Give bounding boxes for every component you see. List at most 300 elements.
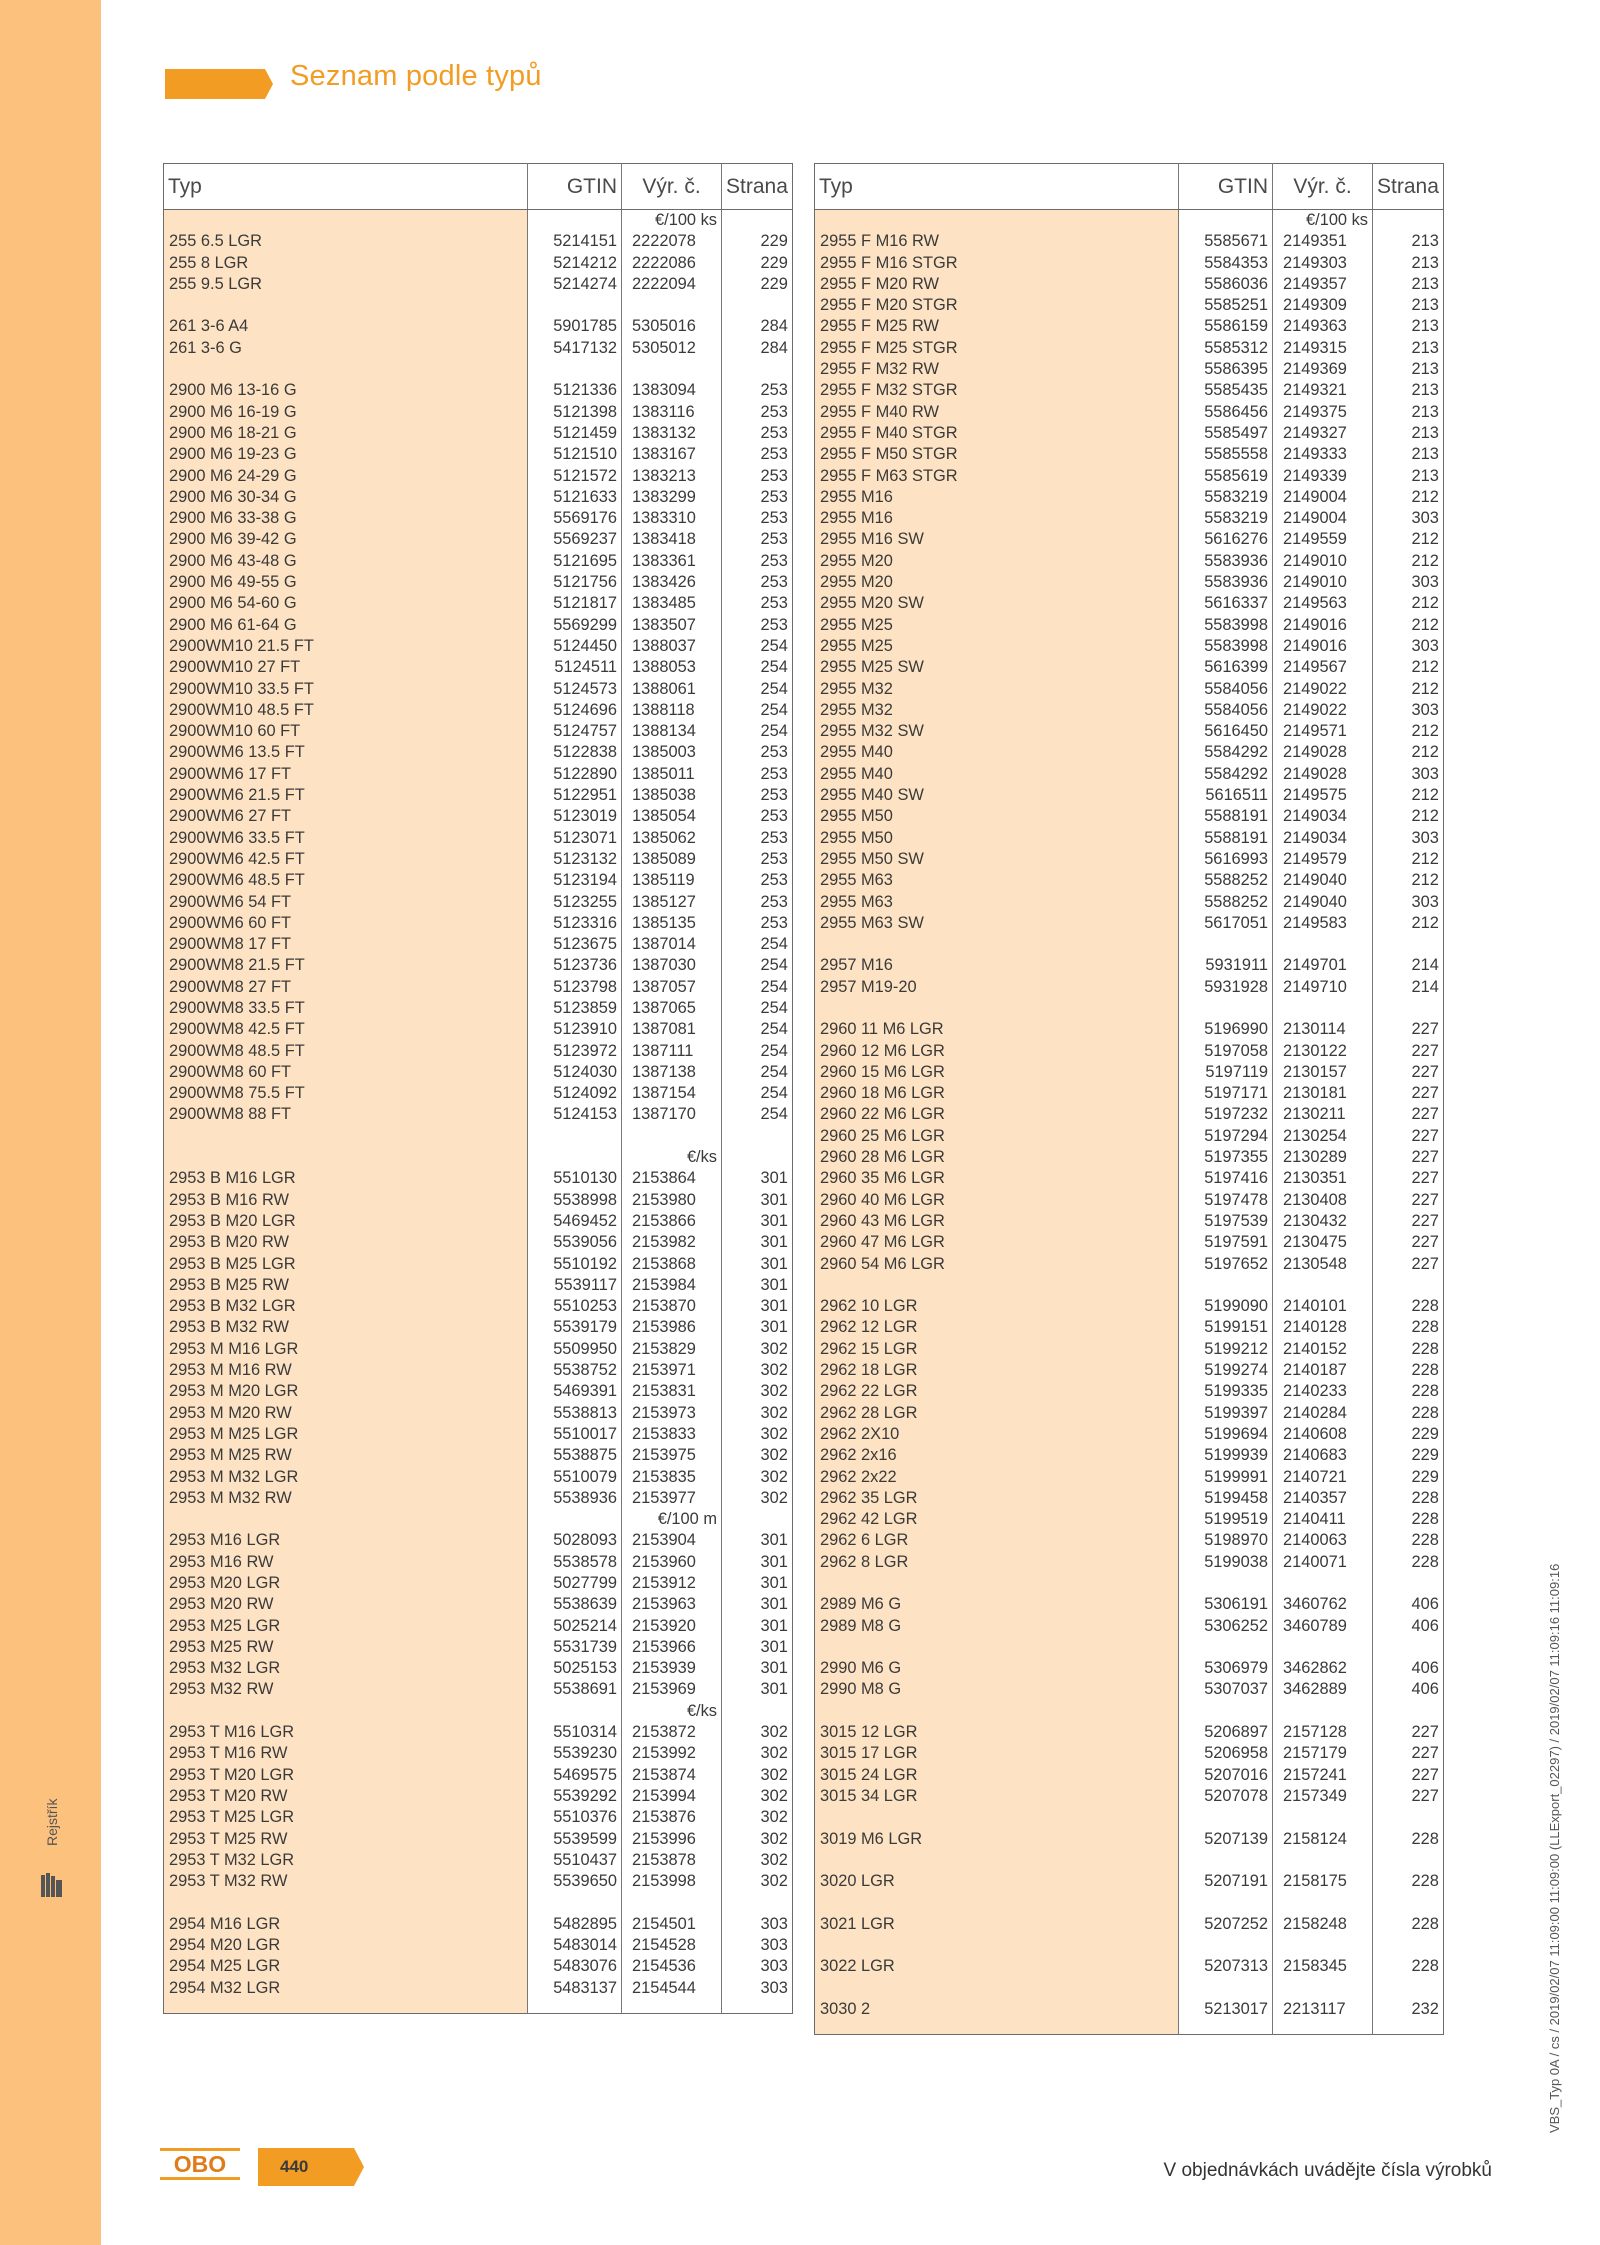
table-row [164,1573,793,1594]
page-cell: 229 [722,274,793,295]
table-row [164,1041,793,1062]
spacer-row [164,359,793,380]
article-cell: 2140284 [1273,1403,1373,1424]
gtin-cell: 5584292 [1179,742,1273,763]
gtin-cell: 5538639 [528,1594,622,1615]
article-cell: 1388134 [622,721,722,742]
table-row [815,295,1444,316]
article-cell: 2153986 [622,1317,722,1338]
table-row [164,721,793,742]
spacer-row [815,1637,1444,1658]
table-row [164,700,793,721]
table-row [164,892,793,913]
page-cell: 232 [1373,1999,1444,2020]
article-cell: 2149571 [1273,721,1373,742]
page-cell: 227 [1373,1232,1444,1253]
page-cell [1373,1850,1444,1871]
type-cell: 2989 M8 G [815,1616,1179,1637]
page-cell: 227 [1373,1190,1444,1211]
table-row [164,742,793,763]
table-row [164,466,793,487]
article-cell: 2149579 [1273,849,1373,870]
page-cell: 302 [722,1765,793,1786]
page-cell: 253 [722,615,793,636]
spacer-row [815,1573,1444,1594]
type-cell: 2955 M16 SW [815,529,1179,550]
type-cell [164,1509,528,1530]
table-row [815,338,1444,359]
gtin-cell: 5306252 [1179,1616,1273,1637]
vertical-meta: VBS_Typ 0A / cs / 2019/02/07 11:09:00 11:09:00 (LLExport_02297) / 2019/02/07 11:09:16 11:09:16 [1547,1563,1562,2133]
article-cell: 2149040 [1273,892,1373,913]
table-row [815,1829,1444,1850]
gtin-cell: 5197478 [1179,1190,1273,1211]
type-cell: 2900 M6 61-64 G [164,615,528,636]
col-header-typ: Typ [815,164,1179,210]
article-cell: 2149583 [1273,913,1373,934]
table-row [815,1956,1444,1977]
gtin-cell: 5123019 [528,806,622,827]
gtin-cell: 5483014 [528,1935,622,1956]
article-cell: 2157128 [1273,1722,1373,1743]
table-row [164,806,793,827]
article-cell: 1383418 [622,529,722,550]
page-cell: 228 [1373,1360,1444,1381]
table-row [815,1381,1444,1402]
type-cell: 2953 T M16 RW [164,1743,528,1764]
article-cell: 2153835 [622,1467,722,1488]
gtin-cell: 5584056 [1179,700,1273,721]
page-cell [1373,998,1444,1019]
article-cell: 2149321 [1273,380,1373,401]
page-cell: 302 [722,1488,793,1509]
type-cell: 2955 M16 [815,508,1179,529]
type-cell: 2960 43 M6 LGR [815,1211,1179,1232]
spacer-row [164,1892,793,1913]
gtin-cell: 5510192 [528,1254,622,1275]
article-cell: 2130475 [1273,1232,1373,1253]
page-cell: 301 [722,1190,793,1211]
page-cell: 213 [1373,380,1444,401]
type-cell [164,1147,528,1168]
page-cell: 254 [722,1019,793,1040]
col-header-gtin: GTIN [528,164,622,210]
gtin-cell: 5510079 [528,1467,622,1488]
article-cell: 2140683 [1273,1445,1373,1466]
page-cell: 301 [722,1616,793,1637]
page-cell [722,295,793,316]
page-cell: 212 [1373,721,1444,742]
table-row [164,1062,793,1083]
table-row [164,785,793,806]
gtin-cell: 5583219 [1179,508,1273,529]
page-cell: 301 [722,1637,793,1658]
table-row [815,1126,1444,1147]
page-cell: 228 [1373,1914,1444,1935]
page-cell: 301 [722,1573,793,1594]
table-row [164,1445,793,1466]
page-cell: 302 [722,1786,793,1807]
article-cell: 2153973 [622,1403,722,1424]
gtin-cell: 5539179 [528,1317,622,1338]
type-cell: 2955 F M20 STGR [815,295,1179,316]
page-cell: 253 [722,529,793,550]
article-cell: 2130122 [1273,1041,1373,1062]
table-row [164,316,793,337]
page-cell: 227 [1373,1062,1444,1083]
type-cell: 2955 F M63 STGR [815,466,1179,487]
article-cell: 2149016 [1273,615,1373,636]
type-cell: 2900WM6 42.5 FT [164,849,528,870]
type-cell [815,1573,1179,1594]
gtin-cell: 5584056 [1179,679,1273,700]
table-row [815,1083,1444,1104]
article-cell: 2149363 [1273,316,1373,337]
table-row [815,679,1444,700]
table-row [164,572,793,593]
page-cell: 254 [722,636,793,657]
gtin-cell: 5538936 [528,1488,622,1509]
type-cell: 2953 M25 RW [164,1637,528,1658]
table-row [815,742,1444,763]
article-cell: 2153998 [622,1871,722,1892]
type-cell: 2900WM6 27 FT [164,806,528,827]
type-cell: 2953 M M25 LGR [164,1424,528,1445]
gtin-cell [1179,934,1273,955]
page-cell: 406 [1373,1658,1444,1679]
type-cell: 2900WM8 75.5 FT [164,1083,528,1104]
type-cell: 3019 M6 LGR [815,1829,1179,1850]
page-cell: 228 [1373,1296,1444,1317]
gtin-cell: 5213017 [1179,1999,1273,2020]
gtin-cell: 5510253 [528,1296,622,1317]
table-row [815,806,1444,827]
page-cell: 213 [1373,466,1444,487]
type-cell: 2900WM6 13.5 FT [164,742,528,763]
page-cell: 227 [1373,1019,1444,1040]
article-cell: 2153872 [622,1722,722,1743]
gtin-cell: 5123071 [528,828,622,849]
type-cell [815,1701,1179,1722]
article-cell: 2149327 [1273,423,1373,444]
article-cell: 2149022 [1273,679,1373,700]
article-cell: 2140608 [1273,1424,1373,1445]
page-cell: 303 [722,1935,793,1956]
gtin-cell [1179,1701,1273,1722]
article-cell: 3460762 [1273,1594,1373,1615]
page-cell: 406 [1373,1616,1444,1637]
table-row [815,253,1444,274]
page-cell: 227 [1373,1765,1444,1786]
type-cell: 2953 M M16 LGR [164,1339,528,1360]
col-header-vyr: Výr. č. [622,164,722,210]
article-cell: 2149375 [1273,402,1373,423]
type-cell: 2990 M8 G [815,1679,1179,1700]
page-cell: 228 [1373,1552,1444,1573]
page-cell: 212 [1373,657,1444,678]
article-cell: 1385135 [622,913,722,934]
table-row [164,338,793,359]
header-tab-shape [165,69,273,99]
table-row [815,1104,1444,1125]
table-row [815,1871,1444,1892]
page-cell: 212 [1373,785,1444,806]
table-row [815,1679,1444,1700]
table-row [815,657,1444,678]
table-row [164,998,793,1019]
table-row [164,380,793,401]
article-cell: 2153963 [622,1594,722,1615]
spacer-row [815,934,1444,955]
article-cell [1273,1701,1373,1722]
gtin-cell: 5197058 [1179,1041,1273,1062]
page-cell [722,1509,793,1530]
type-cell: 2960 28 M6 LGR [815,1147,1179,1168]
table-row [164,1978,793,1999]
type-cell: 2953 M16 RW [164,1552,528,1573]
article-cell: 2130289 [1273,1147,1373,1168]
table-row [164,870,793,891]
page-cell: 253 [722,785,793,806]
article-cell: 2153975 [622,1445,722,1466]
gtin-cell: 5197355 [1179,1147,1273,1168]
article-cell: 2130254 [1273,1126,1373,1147]
page-cell: 212 [1373,593,1444,614]
table-row [164,1616,793,1637]
table-row [164,1786,793,1807]
type-cell: 2954 M20 LGR [164,1935,528,1956]
type-cell: 2955 M50 [815,806,1179,827]
type-cell: 2960 47 M6 LGR [815,1232,1179,1253]
type-cell: 2960 22 M6 LGR [815,1104,1179,1125]
type-cell: 2953 M20 RW [164,1594,528,1615]
table-row [164,551,793,572]
table-row [164,1722,793,1743]
article-cell [1273,1275,1373,1296]
gtin-cell: 5199519 [1179,1509,1273,1530]
type-cell: 2900WM6 33.5 FT [164,828,528,849]
article-cell: 3462862 [1273,1658,1373,1679]
page-cell: 228 [1373,1871,1444,1892]
type-cell: 2955 F M20 RW [815,274,1179,295]
table-row [164,1381,793,1402]
article-cell: 2222094 [622,274,722,295]
article-cell: 1387065 [622,998,722,1019]
table-row [815,1467,1444,1488]
article-cell: 5305016 [622,316,722,337]
page-cell: 227 [1373,1104,1444,1125]
table-row [815,1743,1444,1764]
type-cell: 2960 11 M6 LGR [815,1019,1179,1040]
table-row [815,1999,1444,2020]
gtin-cell: 5586036 [1179,274,1273,295]
page-cell: 253 [722,508,793,529]
gtin-cell [1179,1935,1273,1956]
article-cell: 2157349 [1273,1786,1373,1807]
article-cell [1273,1892,1373,1913]
page-cell: 303 [722,1978,793,1999]
gtin-cell: 5121695 [528,551,622,572]
article-cell: 1387030 [622,955,722,976]
article-cell: 2153864 [622,1168,722,1189]
gtin-cell: 5585671 [1179,231,1273,252]
table-row [815,1765,1444,1786]
type-cell: 3015 17 LGR [815,1743,1179,1764]
gtin-cell: 5197416 [1179,1168,1273,1189]
pad-cell [1179,2020,1273,2035]
type-cell: 2955 M63 [815,892,1179,913]
article-cell: 1388053 [622,657,722,678]
gtin-cell: 5025153 [528,1658,622,1679]
table-row [164,1467,793,1488]
page-cell: 212 [1373,679,1444,700]
article-cell [1273,934,1373,955]
table-row [815,380,1444,401]
type-table-right [814,163,1444,2035]
article-cell: 2149028 [1273,742,1373,763]
table-row [164,1914,793,1935]
type-cell: 2953 T M16 LGR [164,1722,528,1743]
page-cell: 212 [1373,913,1444,934]
type-cell: 2954 M25 LGR [164,1956,528,1977]
page-cell [1373,1892,1444,1913]
type-cell [164,1701,528,1722]
article-cell: 2154501 [622,1914,722,1935]
table-row [815,1211,1444,1232]
spacer-row [164,295,793,316]
gtin-cell [528,1147,622,1168]
page-number: 440 [280,2157,309,2176]
gtin-cell: 5584353 [1179,253,1273,274]
page-cell: 212 [1373,849,1444,870]
type-cell: 2955 F M32 STGR [815,380,1179,401]
gtin-cell: 5569237 [528,529,622,550]
type-cell: 3015 24 LGR [815,1765,1179,1786]
article-cell: 2140411 [1273,1509,1373,1530]
gtin-cell: 5586395 [1179,359,1273,380]
col-header-vyr: Výr. č. [1273,164,1373,210]
page-cell: 229 [722,253,793,274]
gtin-cell: 5206897 [1179,1722,1273,1743]
type-cell: 2955 F M40 RW [815,402,1179,423]
page-cell: 254 [722,700,793,721]
gtin-cell [1179,1850,1273,1871]
gtin-cell: 5585251 [1179,295,1273,316]
article-cell: 1383132 [622,423,722,444]
type-cell: 2900 M6 54-60 G [164,593,528,614]
type-cell: 2960 25 M6 LGR [815,1126,1179,1147]
page-cell: 302 [722,1743,793,1764]
spacer-row [815,1935,1444,1956]
pad-cell [622,1999,722,2014]
page-cell: 212 [1373,870,1444,891]
article-cell: 2222086 [622,253,722,274]
unit-row [164,1701,793,1722]
article-cell: 2149004 [1273,508,1373,529]
col-header-strana: Strana [722,164,793,210]
gtin-cell [1179,1637,1273,1658]
table-row [164,636,793,657]
type-cell: 2900WM10 33.5 FT [164,679,528,700]
obo-logo [160,2148,240,2180]
table-row [164,764,793,785]
table-row [815,764,1444,785]
type-cell: 2953 T M20 RW [164,1786,528,1807]
type-cell [815,210,1179,232]
page-cell: 303 [1373,892,1444,913]
table-row [164,423,793,444]
gtin-cell: 5616993 [1179,849,1273,870]
type-cell: 2900WM10 27 FT [164,657,528,678]
type-cell [815,1275,1179,1296]
gtin-cell: 5122890 [528,764,622,785]
type-cell: 2900WM8 33.5 FT [164,998,528,1019]
gtin-cell: 5901785 [528,316,622,337]
type-cell: 2957 M16 [815,955,1179,976]
page-cell: 254 [722,955,793,976]
table-row [815,1594,1444,1615]
table-row [164,1637,793,1658]
table-body-right [815,210,1444,2035]
spacer-row [164,1126,793,1147]
article-cell: 2153980 [622,1190,722,1211]
page-cell: 227 [1373,1786,1444,1807]
article-cell: 2153829 [622,1339,722,1360]
page-cell: 303 [1373,572,1444,593]
article-cell: 2149010 [1273,572,1373,593]
gtin-cell: 5538752 [528,1360,622,1381]
type-cell: 2900WM8 48.5 FT [164,1041,528,1062]
type-cell: 2953 B M20 RW [164,1232,528,1253]
gtin-cell: 5124573 [528,679,622,700]
gtin-cell: 5124153 [528,1104,622,1125]
gtin-cell: 5417132 [528,338,622,359]
table-row [164,274,793,295]
article-cell: 2154528 [622,1935,722,1956]
page-cell: 227 [1373,1147,1444,1168]
gtin-cell: 5585619 [1179,466,1273,487]
page-cell: 302 [722,1829,793,1850]
page-cell: 302 [722,1445,793,1466]
type-cell: 255 8 LGR [164,253,528,274]
article-cell: 1388037 [622,636,722,657]
article-cell: 2157241 [1273,1765,1373,1786]
article-cell: 2153870 [622,1296,722,1317]
gtin-cell: 5586159 [1179,316,1273,337]
page-cell [1373,934,1444,955]
page-cell [1373,210,1444,232]
type-cell: 2953 M M32 LGR [164,1467,528,1488]
article-cell: 2130432 [1273,1211,1373,1232]
article-cell: 2149357 [1273,274,1373,295]
spacer-row [815,1978,1444,1999]
page-cell: 301 [722,1552,793,1573]
gtin-cell [528,1892,622,1913]
type-cell: 2900WM8 42.5 FT [164,1019,528,1040]
type-cell: 2960 35 M6 LGR [815,1168,1179,1189]
page-cell: 227 [1373,1743,1444,1764]
gtin-cell: 5197294 [1179,1126,1273,1147]
table-row [815,1403,1444,1424]
footer-note: V objednávkách uvádějte čísla výrobků [1163,2160,1492,2181]
article-cell: 2149701 [1273,955,1373,976]
table-row [815,316,1444,337]
gtin-cell: 5123255 [528,892,622,913]
article-cell: 2153920 [622,1616,722,1637]
article-cell [1273,1978,1373,1999]
gtin-cell: 5214151 [528,231,622,252]
gtin-cell: 5538813 [528,1403,622,1424]
